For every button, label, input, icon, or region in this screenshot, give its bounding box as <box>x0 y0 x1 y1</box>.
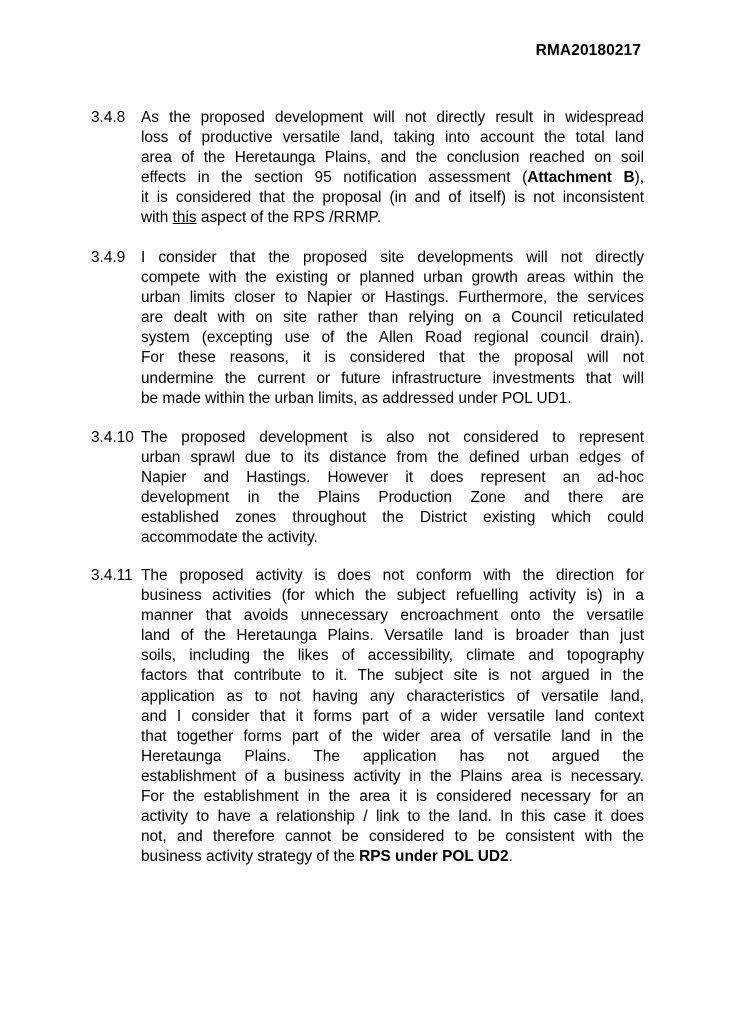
paragraph-line: The proposed activity is does not conform with the direction for <box>141 567 644 584</box>
paragraph-3-4-11 <box>91 566 644 867</box>
paragraph-3-4-8 <box>91 108 644 229</box>
paragraph-line: undermine the current or future infrastructure investments that will <box>141 369 644 387</box>
paragraph-line: established zones throughout the District existing which could <box>141 509 644 527</box>
paragraph-line: compete with the existing or planned urban growth areas within the <box>141 269 644 287</box>
paragraph-line: establishment of a business activity in the Plains area is necessary. <box>141 767 644 785</box>
paragraph-line: manner that avoids unnecessary encroachment onto the versatile <box>141 607 644 625</box>
paragraph-line: area of the Heretaunga Plains, and the conclusion reached on soil <box>141 149 644 167</box>
paragraph-line: Heretaunga Plains. The application has not argued the <box>141 747 644 765</box>
paragraph-line: that together forms part of the wider area of versatile land in the <box>141 727 644 745</box>
paragraph-number: 3.4.9 <box>91 249 126 266</box>
paragraph-line: urban sprawl due to its distance from the defined urban edges of <box>141 449 644 467</box>
paragraph-line: land of the Heretaunga Plains. Versatile land is broader than just <box>141 627 644 645</box>
paragraph-line: As the proposed development will not directly result in widespread <box>141 109 644 126</box>
document-reference: RMA20180217 <box>535 42 641 59</box>
paragraph-line: The proposed development is also not considered to represent <box>141 429 644 446</box>
paragraph-line: not, and therefore cannot be considered to be consistent with the <box>141 828 644 846</box>
paragraph-line: and I consider that it forms part of a wider versatile land context <box>141 707 644 725</box>
paragraph-line: I consider that the proposed site developments will not directly <box>141 249 644 266</box>
paragraph-3-4-10 <box>91 428 644 549</box>
paragraph-line: business activity strategy of the RPS under POL UD2. <box>141 848 513 866</box>
paragraph-3-4-9 <box>91 248 644 409</box>
paragraph-line: effects in the section 95 notification assessment (Attachment B), <box>141 169 644 187</box>
underlined-word: this <box>172 209 197 227</box>
paragraph-line: Napier and Hastings. However it does represent an ad-hoc <box>141 469 644 487</box>
paragraph-line: development in the Plains Production Zone and there are <box>141 489 644 507</box>
paragraph-line: application as to not having any characteristics of versatile land, <box>141 687 644 705</box>
paragraph-number: 3.4.8 <box>91 109 126 126</box>
paragraph-number: 3.4.11 <box>91 567 133 584</box>
paragraph-line: accommodate the activity. <box>141 529 318 547</box>
attachment-reference: Attachment B <box>527 169 635 187</box>
paragraph-line: For the establishment in the area it is considered necessary for an <box>141 788 644 806</box>
paragraph-line: For these reasons, it is considered that the proposal will not <box>141 349 644 367</box>
paragraph-line: with this aspect of the RPS /RRMP. <box>141 209 382 227</box>
paragraph-line: system (excepting use of the Allen Road regional council drain). <box>141 329 644 347</box>
paragraph-line: it is considered that the proposal (in and of itself) is not inconsistent <box>141 189 644 207</box>
paragraph-line: loss of productive versatile land, taking into account the total land <box>141 129 644 147</box>
policy-reference: RPS under POL UD2 <box>359 848 509 866</box>
paragraph-line: activity to have a relationship / link to the land. In this case it does <box>141 808 644 826</box>
paragraph-line: business activities (for which the subject refuelling activity is) in a <box>141 587 644 605</box>
paragraph-line: factors that contribute to it. The subject site is not argued in the <box>141 667 644 685</box>
paragraph-line: soils, including the likes of accessibility, climate and topography <box>141 647 644 665</box>
paragraph-number: 3.4.10 <box>91 429 134 446</box>
paragraph-line: are dealt with on site rather than relying on a Council reticulated <box>141 309 644 327</box>
paragraph-line: be made within the urban limits, as addressed under POL UD1. <box>141 389 572 407</box>
paragraph-line: urban limits closer to Napier or Hastings. Furthermore, the services <box>141 289 644 307</box>
